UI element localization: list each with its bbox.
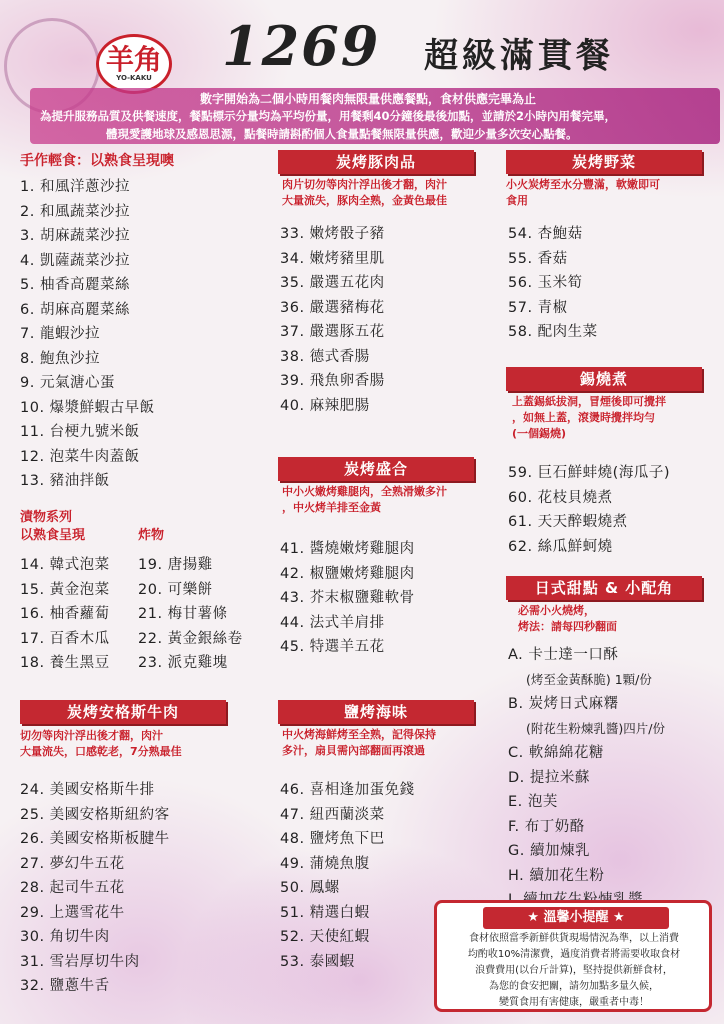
menu-item: 29. 上選雪花牛 xyxy=(20,904,125,921)
menu-item: 12. 泡菜牛肉蓋飯 xyxy=(20,448,140,465)
menu-item: H. 續加花生粉 xyxy=(508,867,605,884)
menu-item: G. 續加煉乳 xyxy=(508,843,590,859)
seafood-heading: 鹽烤海味 xyxy=(278,700,474,724)
notice-line: 食材依照當季新鮮供貨現場情況為準，以上消費 xyxy=(469,933,679,944)
tin-note-2: ，如無上蓋，滾燙時攪拌均勻 xyxy=(512,411,655,424)
menu-item: (烤至金黃酥脆) 1顆/份 xyxy=(526,671,652,687)
menu-item: 42. 椒鹽嫩烤雞腿肉 xyxy=(280,565,415,582)
menu-item: 18. 養生黑豆 xyxy=(20,655,110,671)
dessert-heading: 日式甜點 & 小配角 xyxy=(506,576,702,600)
menu-item: 62. 絲瓜鮮蚵燒 xyxy=(508,538,613,555)
menu-item: 1. 和風洋蔥沙拉 xyxy=(20,179,130,195)
notice-body xyxy=(443,931,705,1011)
appetizers-list xyxy=(20,175,155,494)
menu-item: 31. 雪岩厚切牛肉 xyxy=(20,953,140,970)
menu-item: 48. 鹽烤魚下巴 xyxy=(280,831,385,847)
tin-heading: 錫燒煮 xyxy=(506,367,702,391)
brand-logo xyxy=(96,34,172,94)
beef-heading: 炭烤安格斯牛肉 xyxy=(20,700,226,724)
menu-item: 13. 豬油拌飯 xyxy=(20,473,110,489)
menu-item: 38. 德式香腸 xyxy=(280,348,370,365)
menu-item: A. 卡士達一口酥 xyxy=(508,647,619,663)
menu-item: 41. 醬燒嫩烤雞腿肉 xyxy=(280,541,415,557)
pickles-heading: 漬物系列 xyxy=(20,510,73,525)
menu-item: 19. 唐揚雞 xyxy=(138,557,213,573)
platter-heading: 炭烤盛合 xyxy=(278,457,474,481)
pickles-subheading: 以熟食呈現 xyxy=(20,528,86,543)
menu-item: 58. 配肉生菜 xyxy=(508,324,598,340)
menu-item: D. 提拉米蘇 xyxy=(508,769,590,786)
menu-item: 25. 美國安格斯紐約客 xyxy=(20,806,170,823)
menu-item: 6. 胡麻高麗菜絲 xyxy=(20,301,130,318)
menu-item: 11. 台梗九號米飯 xyxy=(20,424,140,440)
notice-line: 浪費費用(以台斤計算)，堅持提供新鮮食材， xyxy=(475,965,673,976)
menu-item: 17. 百香木瓜 xyxy=(20,630,110,647)
seafood-note-1: 中火烤海鮮烤至全熟，記得保持 xyxy=(282,728,436,741)
menu-item: 46. 喜相逢加蛋免錢 xyxy=(280,782,415,798)
menu-item: 8. 鮑魚沙拉 xyxy=(20,350,100,367)
pork-note-2: 大量流失，豚肉全熟，金黃色最佳 xyxy=(282,194,447,207)
menu-item: 10. 爆漿鮮蝦古早飯 xyxy=(20,399,155,416)
platter-note-2: ，中火烤羊排至金黃 xyxy=(282,501,381,514)
tin-note-1: 上蓋錫紙拔洞，冒煙後即可攪拌 xyxy=(512,395,666,408)
menu-item: 54. 杏鮑菇 xyxy=(508,226,583,242)
menu-item: E. 泡芙 xyxy=(508,794,558,810)
beef-note-1: 切勿等肉汁浮出後才翻，肉汁 xyxy=(20,729,163,742)
menu-item: 9. 元氣溏心蛋 xyxy=(20,375,115,391)
menu-item: 56. 玉米筍 xyxy=(508,275,583,291)
veg-heading: 炭烤野菜 xyxy=(506,150,702,174)
menu-item: 40. 麻辣肥腸 xyxy=(280,397,370,414)
notice-heading: ★ 溫馨小提醒 ★ xyxy=(483,907,669,929)
menu-item: 60. 花枝貝燒煮 xyxy=(508,489,613,506)
menu-item: 28. 起司牛五花 xyxy=(20,880,125,896)
menu-item: F. 布丁奶酪 xyxy=(508,818,585,835)
menu-item: 33. 嫩烤骰子豬 xyxy=(280,226,385,242)
beef-note-2: 大量流失，口感乾老，7分熟最佳 xyxy=(20,745,182,758)
menu-item: 20. 可樂餅 xyxy=(138,581,213,598)
menu-item: 7. 龍蝦沙拉 xyxy=(20,326,100,342)
platter-list xyxy=(280,537,415,660)
menu-item: (附花生粉煉乳醬)四片/份 xyxy=(526,720,665,736)
price-heading: 1269 xyxy=(222,14,381,78)
menu-item: 27. 夢幻牛五花 xyxy=(20,855,125,872)
menu-item: 53. 泰國蝦 xyxy=(280,953,355,970)
menu-item: 61. 天天醉蝦燒煮 xyxy=(508,514,628,530)
appetizers-heading: 手作輕食：以熟食呈現噢 xyxy=(20,153,174,169)
fried-heading: 炸物 xyxy=(138,528,165,543)
beef-list xyxy=(20,778,170,999)
veg-note-1: 小火炭烤至水分豐滿，軟嫩即可 xyxy=(506,178,660,191)
menu-item: 3. 胡麻蔬菜沙拉 xyxy=(20,228,130,244)
menu-item: 57. 青椒 xyxy=(508,299,568,316)
menu-item: 22. 黃金銀絲卷 xyxy=(138,630,243,647)
notice-line: 變質食用有害健康，嚴重者中毒！ xyxy=(499,997,649,1008)
dessert-list xyxy=(508,643,665,913)
menu-item: 34. 嫩烤豬里肌 xyxy=(280,250,385,267)
menu-item: 37. 嚴選豚五花 xyxy=(280,324,385,340)
logo-mark: 羊角 xyxy=(105,43,162,76)
menu-item: B. 炭烤日式麻糬 xyxy=(508,696,619,712)
menu-item: 39. 飛魚卵香腸 xyxy=(280,373,385,389)
menu-item: 49. 蒲燒魚腹 xyxy=(280,855,370,872)
menu-item: 24. 美國安格斯牛排 xyxy=(20,782,155,798)
seafood-note-2: 多汁，扇貝需內部翻面再滾過 xyxy=(282,744,425,757)
menu-item: 2. 和風蔬菜沙拉 xyxy=(20,203,130,220)
menu-item: 55. 香菇 xyxy=(508,250,568,267)
tin-list xyxy=(508,461,670,559)
notice-line: 均酌收10%清潔費，過度消費者將需要收取食材 xyxy=(467,949,681,960)
menu-item: 23. 派克雞塊 xyxy=(138,655,228,671)
menu-item: 15. 黃金泡菜 xyxy=(20,581,110,598)
menu-item: 32. 鹽蔥牛舌 xyxy=(20,978,110,994)
menu-item: 4. 凱薩蔬菜沙拉 xyxy=(20,252,130,269)
tin-note-3: (一個錫燒) xyxy=(512,427,567,440)
menu-item: 30. 角切牛肉 xyxy=(20,929,110,945)
menu-item: 16. 柚香蘿蔔 xyxy=(20,606,110,622)
menu-item: 21. 梅甘薯條 xyxy=(138,606,228,622)
pickles-list xyxy=(20,553,110,676)
platter-note-1: 中小火嫩烤雞腿肉，全熟滑嫩多汁 xyxy=(282,485,447,498)
menu-item: 47. 紐西蘭淡菜 xyxy=(280,806,385,823)
menu-item: 50. 鳳螺 xyxy=(280,880,340,896)
menu-item: 5. 柚香高麗菜絲 xyxy=(20,277,130,293)
menu-item: 14. 韓式泡菜 xyxy=(20,557,110,573)
menu-item: 36. 嚴選豬梅花 xyxy=(280,299,385,316)
menu-item: 52. 天使紅蝦 xyxy=(280,929,370,945)
notice-box xyxy=(434,900,712,1012)
pork-note-1: 肉片切勿等肉汁浮出後才翻，肉汁 xyxy=(282,178,447,191)
menu-item: 35. 嚴選五花肉 xyxy=(280,275,385,291)
menu-item: 26. 美國安格斯板腱牛 xyxy=(20,831,170,847)
menu-item: C. 軟綿綿花糖 xyxy=(508,745,604,761)
dessert-note-2: 烤法：請每四秒翻面 xyxy=(518,620,617,633)
fried-list xyxy=(138,553,243,676)
menu-item: 44. 法式羊肩排 xyxy=(280,614,385,631)
menu-item: 59. 巨石鮮蚌燒(海瓜子) xyxy=(508,465,670,481)
seafood-list xyxy=(280,778,415,974)
header-line-1: 數字開始為二個小時用餐肉無限量供應餐點，食材供應完畢為止 xyxy=(200,92,537,106)
logo-subtitle: YO-KAKU xyxy=(116,74,152,82)
veg-note-2: 食用 xyxy=(506,194,528,207)
dessert-note-1: 必需小火燒烤， xyxy=(518,604,595,617)
veg-list xyxy=(508,222,598,345)
menu-item: 43. 芥末椒鹽雞軟骨 xyxy=(280,590,415,606)
header-line-3: 體現愛護地球及感恩思源，點餐時請斟酌個人食量點餐無限量供應，歡迎少量多次安心點餐。 xyxy=(106,127,578,141)
header-line-2: 為提升服務品質及供餐速度，餐點標示分量均為平均份量，用餐剩40分鐘後最後加點，並請於2小時內用餐完畢， xyxy=(40,109,616,123)
notice-line: 為您的食安把關，請勿加點多量久候， xyxy=(489,981,659,992)
menu-item: 45. 特選羊五花 xyxy=(280,639,385,655)
pork-list xyxy=(280,222,385,418)
page-title: 超級滿貫餐 xyxy=(424,36,614,76)
pork-heading: 炭烤豚肉品 xyxy=(278,150,474,174)
menu-item: 51. 精選白蝦 xyxy=(280,904,370,921)
